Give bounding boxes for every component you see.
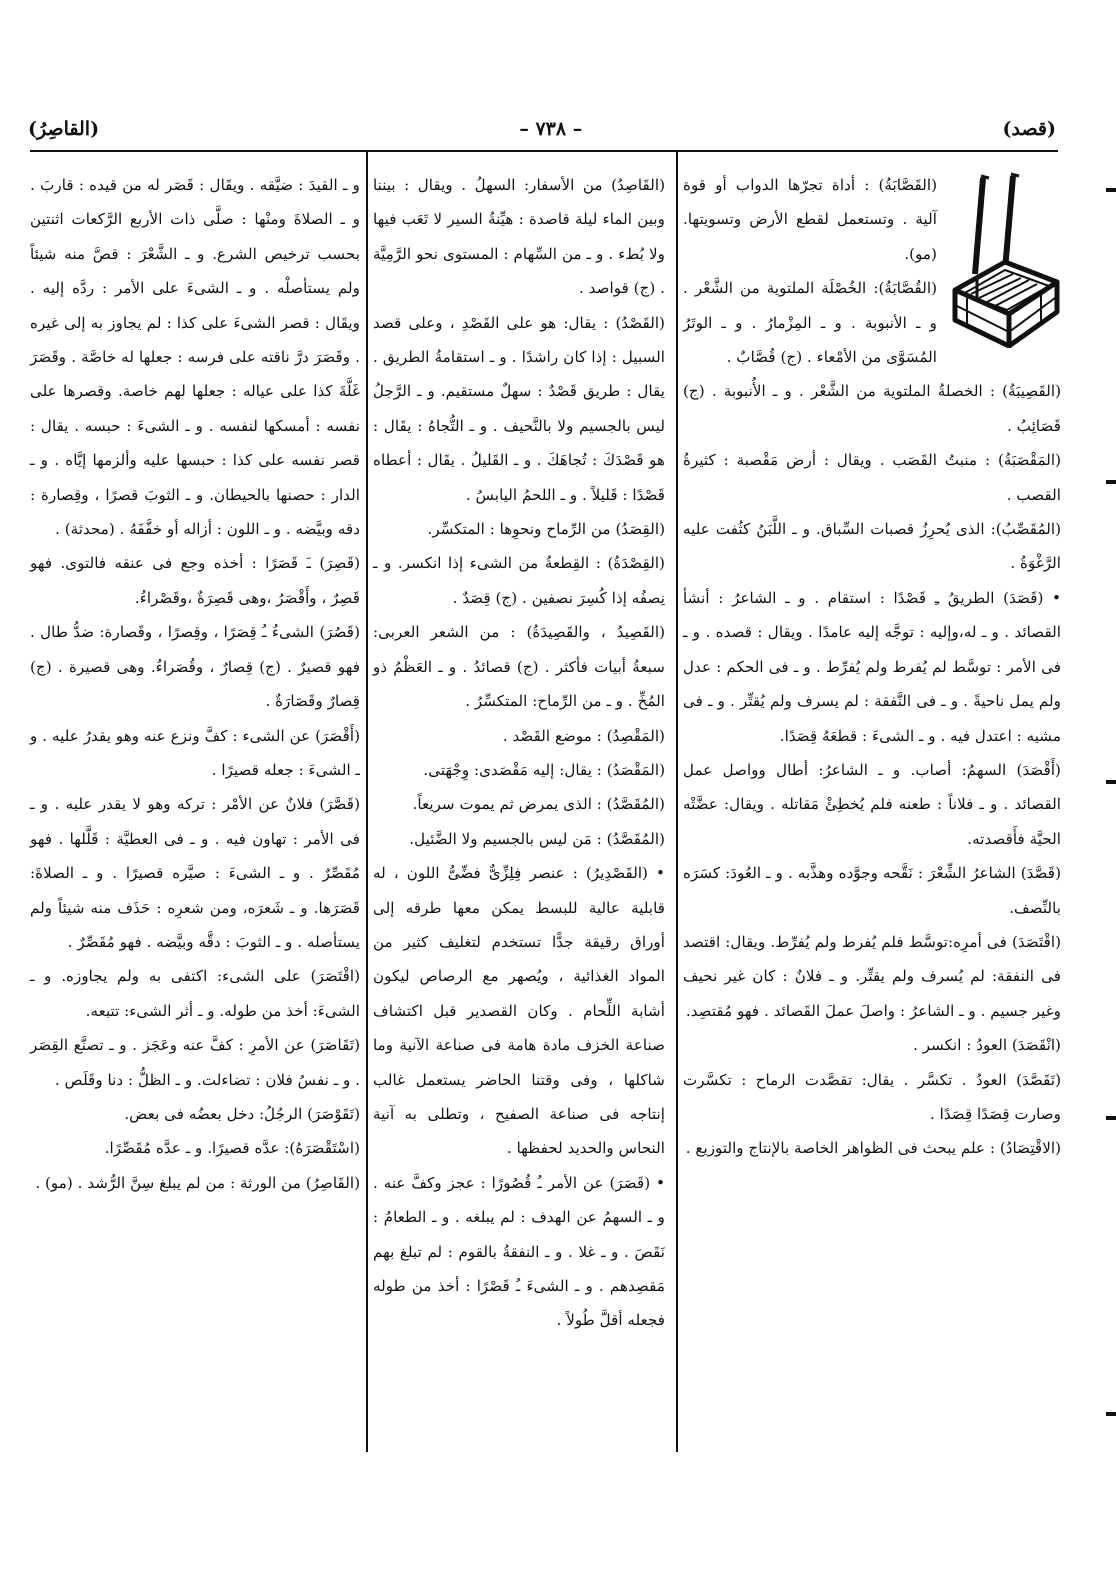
entry-right-6: (أَقْصَدَ) السهمُ: أصاب. و ـ الشاعرُ: أطال وواصل عمل القصائد . و ـ فلاناً : طعنه فلم يُخطِئْ مَقاتله . ويقال: عضَّتْه الحيَّة فأَقصدته.	[683, 760, 1061, 848]
entry-left-6: (تَقَاصَرَ) عن الأمرِ : كفَّ عنه وعَجَز . و ـ تصنَّع القِصَر . و ـ نفسُ فلان : تضاءلت. و ـ الظلُّ : دنا وقَلَص .	[30, 1036, 360, 1089]
entry-right-3: (المَقْصَبَةُ) : منبتُ القَصَب . ويقال : أرض مَقْصبة : كثيرةُ القصب .	[683, 451, 1061, 504]
entry-middle-6: (المَقْصَدُ) : يقال: إليه مَقْصَدى: وِجْهَتى.	[423, 760, 665, 779]
entry-middle-0: (القَاصِدُ) من الأسفار: السهلُ . ويقال : بيننا وبين الماء ليلة قاصدة : هيِّنةُ السير لا تَعَب فيها ولا بُطء . و ـ من السِّهام : المستوى نحو الرَّمِيَّة . (ج) قواصد .	[373, 176, 665, 298]
entry-left-8: (اسْتَقْصَرَهُ): عدَّه قصيرًا. و ـ عدَّه مُقَصِّرًا.	[104, 1139, 360, 1158]
header-right-title: (قصد)	[1002, 118, 1056, 140]
entry-middle-7: (المُقَصَّدُ) : الذى يمرض ثم يموت سريعاً.	[412, 795, 665, 814]
entry-middle-5: (المَقْصِدُ) : موضع القَصْد .	[502, 726, 665, 745]
page-number: – ٧٣٨ –	[519, 118, 583, 140]
entry-middle-3: (القِصْدَةُ) : القِطعةُ من الشىء إذا انكسر. و ـ نِصفُه إذا كُسِرَ نصفين . (ج) قِصَدٌ .	[373, 554, 665, 607]
column-divider-right	[676, 152, 678, 1452]
scan-edge-mark	[1106, 188, 1116, 192]
entry-right-7: (قَصَّدَ) الشاعرُ الشِّعْرَ : نَقَّحه وجوَّده وهذَّبه . و ـ العُودَ: كسَرَه بالنِّصف.	[683, 864, 1061, 917]
entry-right-11: (الاقْتِصَادُ) : علم يبحث فى الظواهر الخاصة بالإنتاج والتوزيع .	[685, 1139, 1061, 1158]
entry-left-3: (أَقْصَرَ) عن الشىء : كفَّ ونزع عنه وهو يقدرُ عليه . و ـ الشىءَ : جعله قصيرًا .	[30, 726, 360, 779]
entry-middle-10: • (قَصَرَ) عن الأمر ـُ قُصُورًا : عجز وكفَّ عنه . و ـ السهمُ عن الهدف : لم يبلغه . و ـ الطعامُ : نَقَصَ . و ـ غلا . و ـ النفقةُ بالقوم : لم تبلغ بهم مَقصِدهم . و ـ الشىءَ ـُ قَصْرًا : أخذ من طوله فجعله أقلَّ طُولاً .	[373, 1173, 665, 1330]
entry-left-7: (تَقَوْصَرَ) الرجُلُ: دخل بعضُه فى بعض.	[124, 1104, 360, 1123]
scan-edge-mark	[1106, 1116, 1116, 1120]
entry-middle-2: (القِصَدُ) من الرِّماح ونحوِها : المتكسِّر.	[427, 520, 665, 539]
scan-edge-mark	[1106, 780, 1116, 784]
header-left-title: (القاصِرُ)	[28, 118, 100, 140]
entry-middle-1: (القَصْدُ) : يقال: هو على القَصْدِ ، وعلى قصد السبيل : إذا كان راشدًا . و ـ استقامةُ الطريق . يقال : طريق قَصْدٌ : سهلٌ مستقيم. و ـ الرَّجلُ ليس بالجسيم ولا بالنَّحيف . و ـ التُّجاهُ : يقَال : هو قَصْدَكَ : تُجاهَكَ . و ـ القَليلُ . يقَال : أعطاه قَصْدًا : قَليلاً . و ـ اللحمُ اليابسُ .	[373, 313, 665, 504]
column-divider-left	[366, 152, 368, 1452]
entry-middle-4: (القَصِيدُ ، والقَصِيدَةُ) : من الشعر العربى: سبعةُ أبيات فأكثر . (ج) قصائدُ . و ـ العَظْمُ ذو المُخِّ . و ـ من الرِّماح: المتكسِّرُ .	[373, 623, 665, 711]
entry-middle-8: (المُقَصَّدُ) : مَن ليس بالجسيم ولا الضَّئيل.	[409, 829, 665, 848]
sledge-tool-illustration-icon	[945, 170, 1065, 348]
column-right	[683, 168, 1061, 1553]
header-rule	[30, 150, 1058, 152]
entry-left-2: (قَصُرَ) الشىءُ ـُ قِصَرًا ، وقِصرًا ، وقَصارة: ضدُّ طال . فهو قصيرٌ . (ج) قِصارٌ ، وقُصَراءُ. وهى قصيرة . (ج) قِصارٌ وقَصَارَةٌ .	[30, 623, 360, 711]
entry-left-5: (اقْتَصَرَ) على الشىء: اكتفى به ولم يجاوزه. و ـ الشىءَ: أخذ من طوله. و ـ أثر الشىء: تتبعه.	[30, 967, 360, 1020]
column-left	[30, 168, 360, 1553]
entry-right-10: (تَقَصَّدَ) العودُ . تكسَّر . يقال: تقصَّدت الرماح : تكسَّرت وصارت قِصَدًا قِصَدًا .	[683, 1070, 1061, 1123]
entry-right-8: (اقْتَصَدَ) فى أمرِه:توسَّط فلم يُفرط ولم يُفرِّط. ويقال: اقتصد فى النفقة: لم يُسرف ولم يقتِّر. و ـ فلانٌ : كان غير نحيف وغير جسيم . و ـ الشاعرُ : واصلَ عملَ القَصائد . فهو مُقتصِد.	[683, 932, 1061, 1020]
column-middle	[373, 168, 665, 1553]
entry-right-2: (القَصِيبَةُ) : الخصلةُ الملتوية من الشَّعْر . و ـ الأُنبوبة . (ج) قَصَائِبُ .	[683, 382, 1061, 435]
entry-middle-9: • (القَصْدِيرُ) : عنصر فِلِزِّىٌّ فضِّىُّ اللون ، له قابلية عالية للبسط يمكن معها طرقه إلى أوراق رقيقة جدًّا تستخدم لتغليف كثير من المواد الغذائية ، ويُصهر مع الرصاص ليكون أشابة اللِّحام . وكان القصدير قبل اكتشاف صناعة الخزف مادة هامة فى صناعة الآنية وما شاكلها ، وفى وقتنا الحاضر يستعمل غالب إنتاجه فى صناعة الصفيح ، وتطلى به آنية النحاس والحديد لحفظها .	[373, 864, 665, 1158]
page-header	[28, 112, 1056, 146]
entry-left-4: (قَصَّرَ) فلانٌ عن الأمْر : تركه وهو لا يقدر عليه . و ـ فى الأمر : تهاون فيه . و ـ فى العطيَّة : قَلَّلها . فهو مُقَصِّرٌ . و ـ الشىءَ : صيَّره قصيرًا . و ـ الصلاةَ: قَصَرَها. و ـ شَعرَه، ومن شعرِه : حَذَف منه شيئاً ولم يستأصله . و ـ الثوبَ : دقَّه وبيَّضه . فهو مُقَصِّرٌ .	[30, 795, 360, 951]
entry-right-1: (القُصَّابَةُ): الخُصْلَة الملتوية من الشَّعْر . و ـ الأنبوبة . و ـ المِزْمارُ . و ـ الوتَرُ المُسَوَّى من الأمْعاء . (ج) قُصَّابٌ .	[683, 279, 937, 367]
entry-left-0: و ـ القيدَ : ضيَّقه . ويقَال : قَصَر له من قيده : قاربَ . و ـ الصلاةَ ومنْها : صلَّى ذات الأربع الرَّكعات اثنتين بحسب ترخيص الشرع. و ـ الشَّعْرَ : قصَّ منه شيئاً ولم يستأصلْه . و ـ الشىءَ على الأمر : ردَّه إليه . ويقَال : قصر الشىءَ على كذا : لم يجاوز به إلى غيره . وقَصَرَ درَّ ناقته على فرسه : جعلها له خاصَّة . وقَصَرَ غَلَّةَ كذا على عياله : جعلها لهم خاصة. وقصرها على نفسه : أمسكها لنفسه . و ـ الشىءَ : حبسه . يقال : قصر نفسه على كذا : حبسها عليه وألزمها إيَّاه . و ـ الدار : حصنها بالحيطان. و ـ الثوبَ قصرًا ، وقِصارة : دقه وبيَّضه . و ـ اللون : أزاله أو خفَّفَهُ . (محدثة) .	[30, 176, 360, 539]
scan-edge-mark	[1106, 1412, 1116, 1416]
entry-right-5: • (قَصَدَ) الطريقُ ـِ قَصْدًا : استقام . و ـ الشاعرُ : أنشأ القصائد . و ـ له،وإليه : توجَّه إليه عامدًا . ويقال : قصده . و ـ فى الأمر : توسَّط لم يُفرط ولم يُفرِّط . و ـ فى الحكم : عدل ولم يمل ناحيةً . و ـ فى النَّفقة : لم يسرف ولم يُقتِّر . و ـ فى مشيه : اعتدل فيه . و ـ الشىءَ : قطعَهُ قِصَدًا.	[683, 588, 1061, 745]
entry-right-4: (المُقَصِّبُ): الذى يُحرِزُ قصبات السِّباق. و ـ اللَّبَنُ كثُفت عليه الرَّغْوَةُ .	[683, 520, 1061, 573]
entry-left-9: (القَاصِرُ) من الورثة : من لم يبلغ سِنَّ الرُّشد . (مو) .	[35, 1173, 360, 1192]
entry-left-1: (قَصِرَ) ـَ قَصَرًا : أخذه وجع فى عنقه فالتوى. فهو قَصِرٌ ، وأَقْصَرُ ،وهى قَصِرَةٌ ،وقَصْراءُ.	[30, 554, 360, 607]
scan-edge-mark	[1106, 480, 1116, 484]
entry-right-9: (انْقَصَدَ) العودُ : انكسر .	[913, 1036, 1061, 1055]
entry-right-0: (القَصَّابَةُ) : أداة تجرّها الدواب أو قوة آلية . وتستعمل لقطع الأرض وتسويتها. (مو).	[683, 176, 937, 263]
